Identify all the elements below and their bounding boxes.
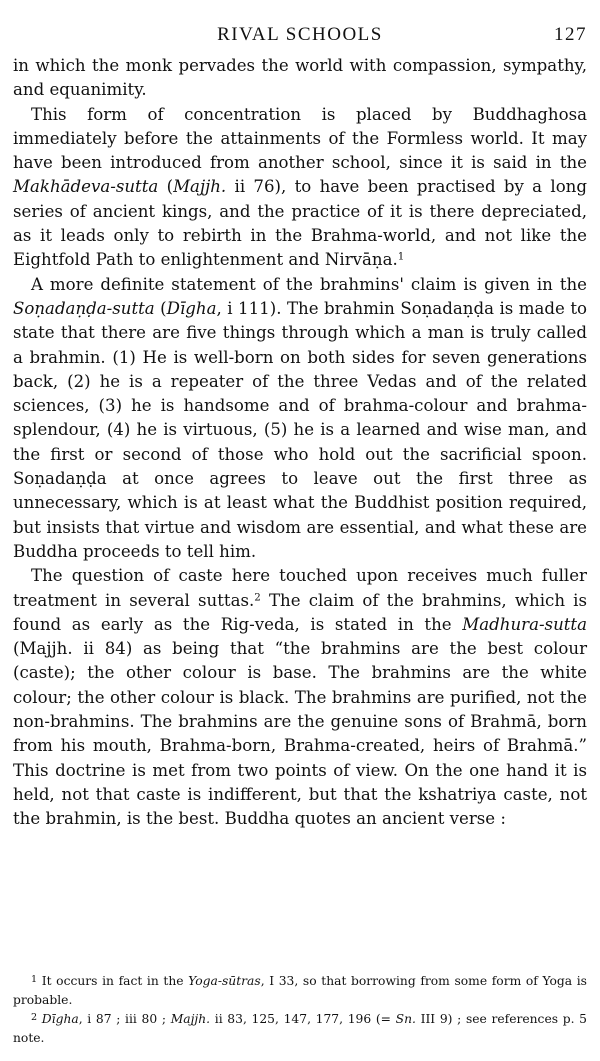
footnote-ref: 1 [397,250,405,263]
paragraph: This form of concentration is placed by Buddhaghosa immediately before the attainments of the Formless world. It may have been introduced from another school, since it is said in the Makhādeva-sutta (Majjh. ii 76), to have been practised by a long series of ancient kings, and the practice of it is there depreciated, as it leads only to rebirth in the Brahma-world, and not like the Eightfold Path to enlightenment and Nirvāṇa.$^1$ [13,104,587,270]
paragraph: The question of caste here touched upon receives much fuller treatment in several suttas.$^2$ The claim of the brahmins, which is found as early as the Rig-veda, is stated in the Madhura-sutta (Majjh. ii 84) as being that “the brahmins are the best colour (caste); the other colour is base. The brahmins are the white colour; the other colour is black. The brahmins are purified, not the non-brahmins. The brahmins are the genuine sons of Brahmā, born from his mouth, Brahma-born, Brahma-created, heirs of Brahmā.” This doctrine is met from two points of view. On the one hand it is held, not that caste is indifferent, but that the kshatriya caste, not the brahmin, is the best. Buddha quotes an ancient verse : [13,566,587,829]
footnote-mark: 1 [31,974,38,986]
footnotes [13,972,587,1047]
paragraph: in which the monk pervades the world with compassion, sympathy, and equanimity. [13,56,587,100]
page-number: 127 [554,24,587,45]
footnote-mark: 2 [31,1012,38,1024]
footnote-ref: 2 [254,590,261,603]
paragraph: A more definite statement of the brahmins' claim is given in the Soṇadaṇḍa-sutta (Dīgha, i 111). The brahmin Soṇadaṇḍa is made to state that there are five things through which a man is truly called a brahmin. (1) He is well-born on both sides for seven generations back, (2) he is a repeater of the three Vedas and of the related sciences, (3) he is handsome and of brahma-colour and brahma-splendour, (4) he is virtuous, (5) he is a learned and wise man, and the first or second of those who hold out the sacrificial spoon. Soṇadaṇḍa at once agrees to leave out the first three as unnecessary, which is at least what the Buddhist position required, but insists that virtue and wisdom are essential, and what these are Buddha proceeds to tell him. [13,274,587,561]
body-text [13,54,587,832]
chapter-title: RIVAL SCHOOLS [217,24,383,45]
footnote: $^1$ It occurs in fact in the Yoga-sūtras, I 33, so that borrowing from some form of Yoga is probable. [13,974,587,1007]
footnote: $^2$ Dīgha, i 87 ; iii 80 ; Majjh. ii 83, 125, 147, 177, 196 (= Sn. III 9) ; see references p. 5 note. [13,1012,587,1045]
running-header [13,24,587,54]
